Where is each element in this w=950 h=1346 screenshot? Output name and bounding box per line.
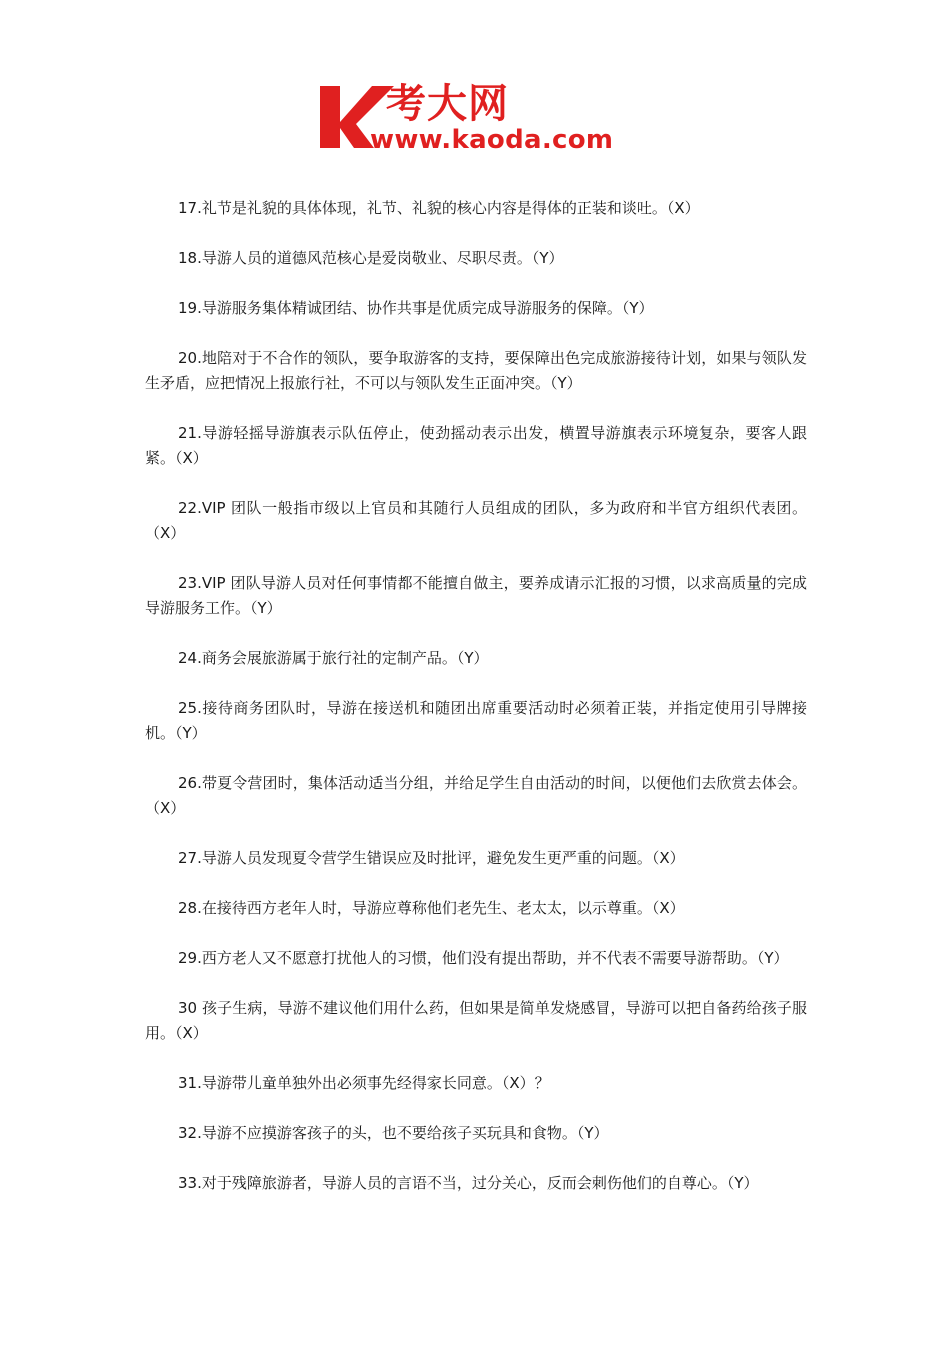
- question-item: 20.地陪对于不合作的领队，要争取游客的支持，要保障出色完成旅游接待计划，如果与领队发生矛盾，应把情况上报旅行社，不可以与领队发生正面冲突。（Y）: [145, 349, 807, 392]
- question-item: 27.导游人员发现夏令营学生错误应及时批评，避免发生更严重的问题。（X）: [178, 849, 685, 867]
- logo-url: www.kaoda.com: [370, 125, 614, 155]
- question-item: 28.在接待西方老年人时，导游应尊称他们老先生、老太太，以示尊重。（X）: [178, 899, 685, 917]
- question-item: 24.商务会展旅游属于旅行社的定制产品。（Y）: [178, 649, 489, 667]
- question-item: 21.导游轻摇导游旗表示队伍停止，使劲摇动表示出发，横置导游旗表示环境复杂，要客人跟紧。（X）: [145, 424, 807, 467]
- question-list: [145, 196, 807, 1221]
- question-item: 33.对于残障旅游者，导游人员的言语不当，过分关心，反而会刺伤他们的自尊心。（Y）: [178, 1174, 759, 1192]
- logo-title: 考大网: [386, 81, 509, 127]
- question-item: 29.西方老人又不愿意打扰他人的习惯，他们没有提出帮助，并不代表不需要导游帮助。（Y）: [178, 949, 789, 967]
- question-item: 30 孩子生病，导游不建议他们用什么药，但如果是简单发烧感冒，导游可以把自备药给孩子服用。（X）: [145, 999, 807, 1042]
- question-item: 22.VIP 团队一般指市级以上官员和其随行人员组成的团队，多为政府和半官方组织代表团。（X）: [145, 499, 807, 542]
- question-item: 25.接待商务团队时，导游在接送机和随团出席重要活动时必须着正装，并指定使用引导牌接机。（Y）: [145, 699, 807, 742]
- site-logo: [318, 82, 638, 158]
- question-item: 19.导游服务集体精诚团结、协作共事是优质完成导游服务的保障。（Y）: [178, 299, 654, 317]
- question-item: 18.导游人员的道德风范核心是爱岗敬业、尽职尽责。（Y）: [178, 249, 564, 267]
- question-item: 31.导游带儿童单独外出必须事先经得家长同意。（X）？: [178, 1074, 550, 1092]
- question-item: 23.VIP 团队导游人员对任何事情都不能擅自做主，要养成请示汇报的习惯，以求高质量的完成导游服务工作。（Y）: [145, 574, 807, 617]
- question-item: 32.导游不应摸游客孩子的头，也不要给孩子买玩具和食物。（Y）: [178, 1124, 609, 1142]
- question-item: 26.带夏令营团时，集体活动适当分组，并给足学生自由活动的时间，以便他们去欣赏去体会。（X）: [145, 774, 807, 817]
- question-item: 17.礼节是礼貌的具体体现，礼节、礼貌的核心内容是得体的正装和谈吐。（X）: [178, 199, 700, 217]
